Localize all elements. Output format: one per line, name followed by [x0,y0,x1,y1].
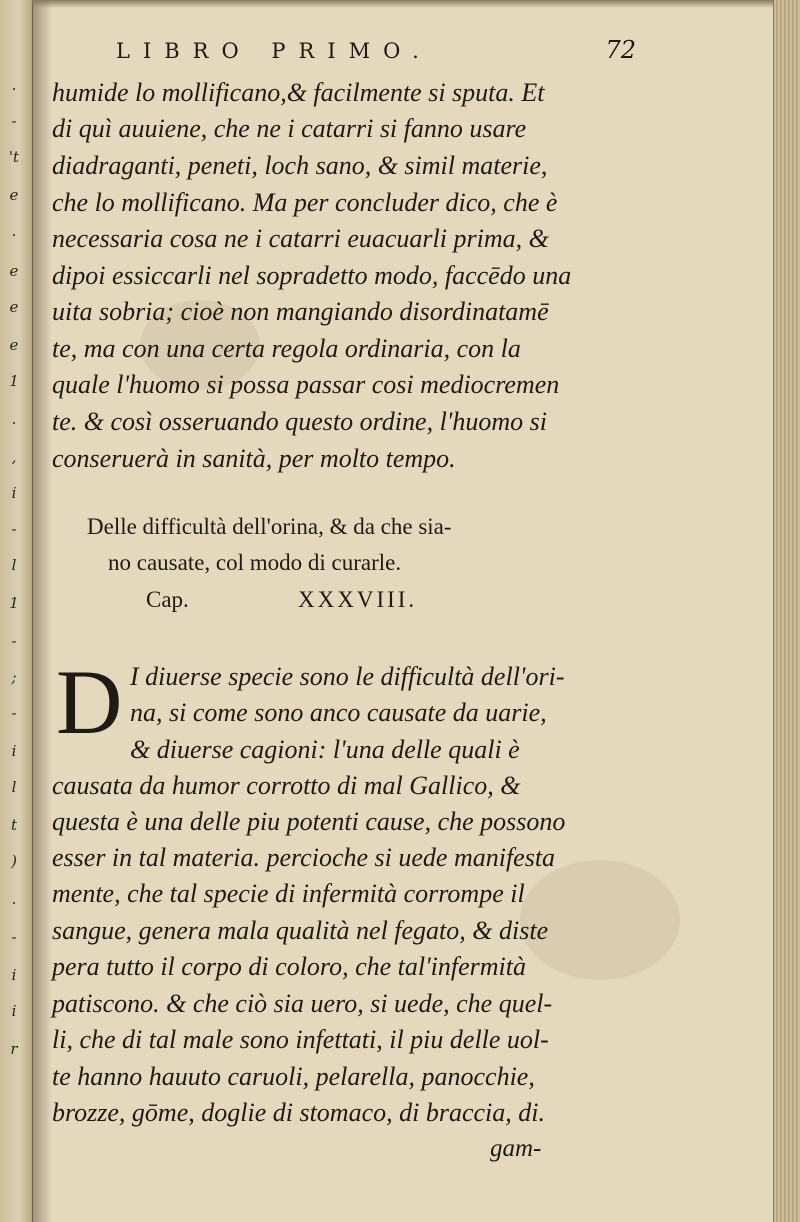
catchword: gam- [490,1135,542,1162]
text-line: pera tutto il corpo di coloro, che tal'infermità [52,952,526,981]
margin-fragment: i [11,966,17,984]
text-line: humide lo mollificano,& facilmente si sputa. Et [52,78,545,107]
drop-cap-initial: D [56,651,123,753]
chapter-heading-line: Delle difficultà dell'orina, & da che sia- [87,514,452,539]
text-line: I diuerse specie sono le difficultà dell'ori- [130,662,565,691]
margin-fragment: 't [8,148,20,166]
margin-fragment: e [9,186,19,204]
margin-fragment: - [11,928,17,946]
margin-fragment: i [11,484,17,502]
chapter-label: Cap. [146,587,189,612]
text-line: patiscono. & che ciò sia uero, si uede, che quel- [52,989,553,1018]
text-line: quale l'huomo si possa passar cosi mediocremen [52,370,560,399]
running-head-title: LIBRO PRIMO. [116,39,432,63]
page-block-edge [773,0,800,1222]
text-line: diadraganti, peneti, loch sano, & simil materie, [52,151,548,180]
text-line: te. & così osseruando questo ordine, l'huomo si [52,407,547,436]
text-line: brozze, gōme, doglie di stomaco, di braccia, di. [52,1098,545,1127]
text-line: te, ma con una certa regola ordinaria, con la [52,334,521,363]
text-line: li, che di tal male sono infettati, il piu delle uol- [52,1025,549,1054]
text-line: & diuerse cagioni: l'una delle quali è [130,735,520,764]
opposite-page-edge [0,0,33,1222]
margin-fragment: l [11,778,17,796]
text-line: che lo mollificano. Ma per concluder dico, che è [52,188,558,217]
text-line: na, si come sono anco causate da uarie, [130,698,547,727]
margin-fragment: . [11,410,17,428]
text-line: di quì auuiene, che ne i catarri si fanno usare [52,114,527,143]
margin-fragment: i [11,742,17,760]
margin-fragment: 1 [9,594,19,612]
text-line: sangue, genera mala qualità nel fegato, & diste [52,916,549,945]
margin-fragment: e [9,298,19,316]
margin-fragment: · [11,80,17,98]
text-line: necessaria cosa ne i catarri euacuarli prima, & [52,224,549,253]
margin-fragment: . [11,890,17,908]
text-line: dipoi essiccarli nel sopradetto modo, faccēdo una [52,261,572,290]
margin-fragment: t [10,816,18,834]
margin-fragment: e [9,262,19,280]
margin-fragment: - [11,632,17,650]
running-head [116,36,636,70]
text-line: te hanno hauuto caruoli, pelarella, panocchie, [52,1062,535,1091]
printed-page [46,0,776,1222]
margin-fragment: · [11,226,17,244]
margin-fragment: , [11,448,17,466]
text-line: conseruerà in sanità, per molto tempo. [52,444,456,473]
margin-fragment: - [11,520,17,538]
text-line: causata da humor corrotto di mal Gallico, & [52,771,521,800]
page-number: 72 [605,36,636,64]
text-line: esser in tal materia. perciochе si uede manifesta [52,843,556,872]
margin-fragment: e [9,336,19,354]
margin-fragment: 1 [9,372,19,390]
margin-fragment: r [10,1040,18,1058]
margin-fragment: l [11,556,17,574]
margin-fragment: i [11,1002,17,1020]
margin-fragment: ; [11,668,17,686]
margin-fragment: - [11,112,17,130]
text-line: uita sobria; cioè non mangiando disordinatamē [52,297,549,326]
text-line: questa è una delle piu potenti cause, che possono [52,807,566,836]
chapter-heading-line: no causate, col modo di curarle. [108,550,402,575]
chapter-number: XXXVIII. [298,587,418,612]
text-line: mente, che tal specie di infermità corrompe il [52,879,525,908]
margin-fragment: ) [11,852,17,870]
margin-fragment: - [11,704,17,722]
